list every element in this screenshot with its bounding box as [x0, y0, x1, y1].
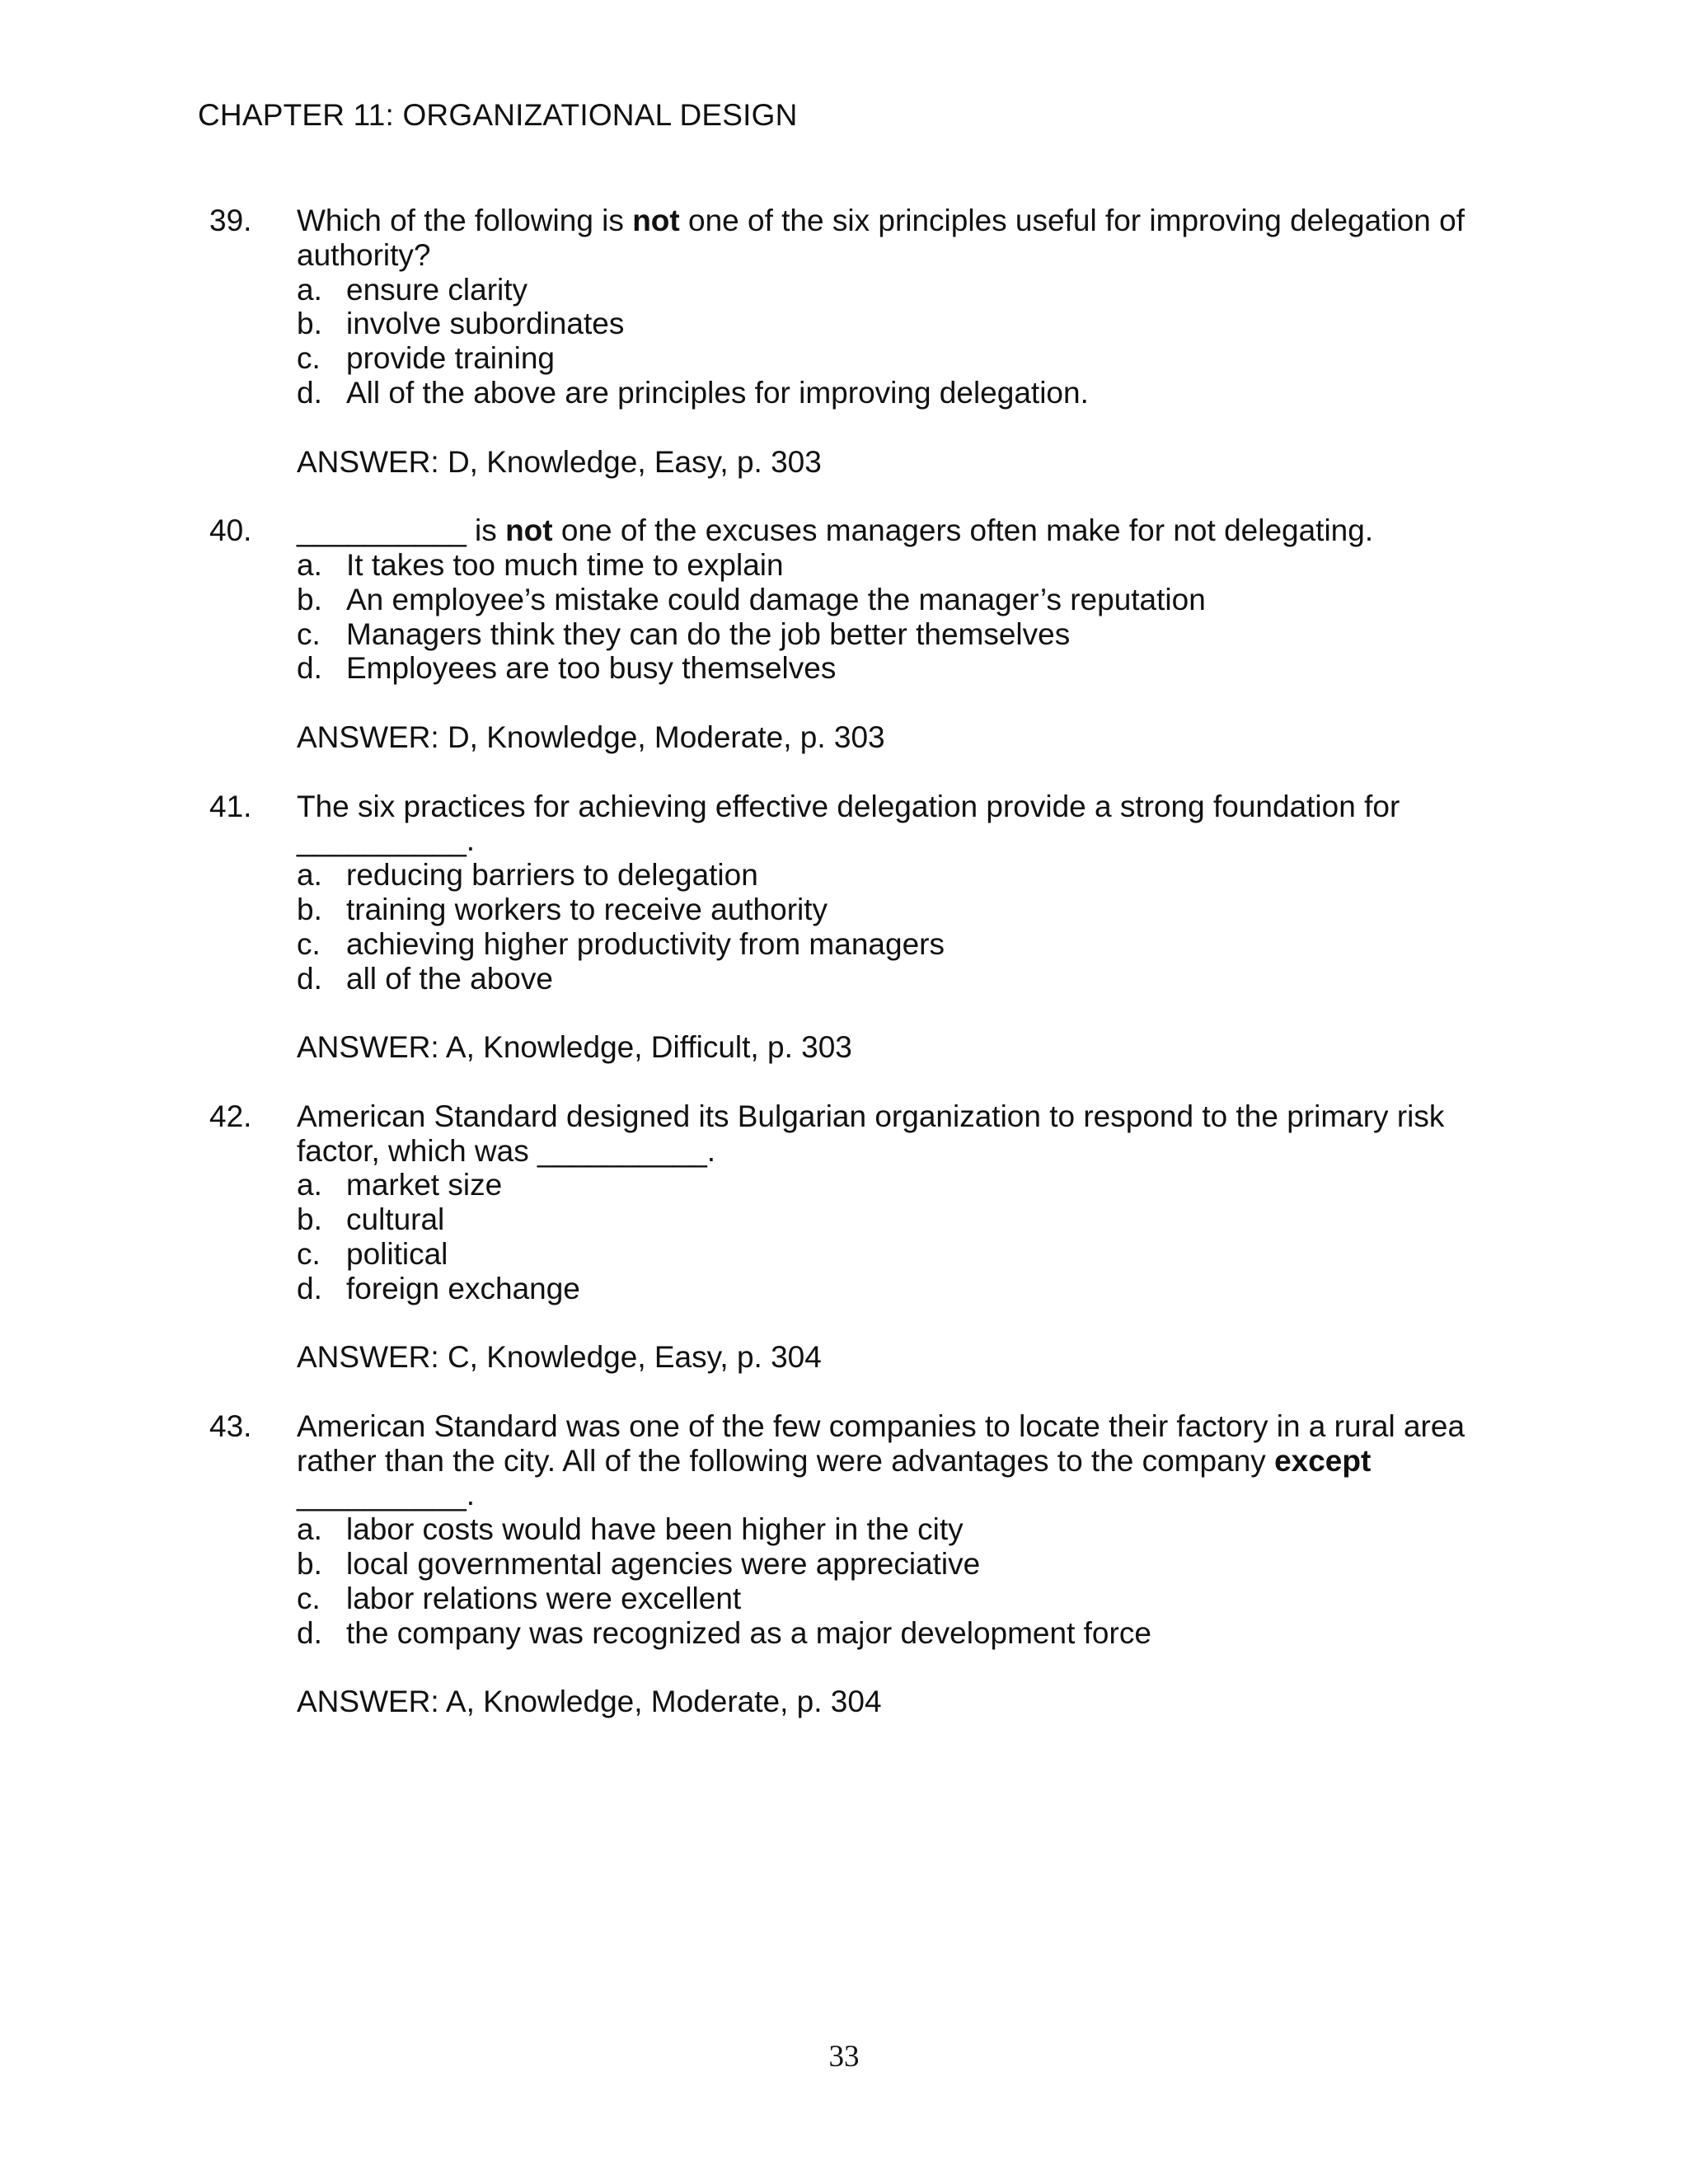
answer-key: ANSWER: A, Knowledge, Difficult, p. 303	[297, 1030, 852, 1065]
option-a	[297, 548, 1495, 583]
answer-key: ANSWER: A, Knowledge, Moderate, p. 304	[297, 1685, 882, 1719]
option-c	[297, 341, 1495, 376]
option-text: achieving higher productivity from managers	[346, 926, 945, 961]
stem-emphasis: not	[632, 204, 680, 237]
page-number: 33	[828, 2040, 860, 2074]
stem-text: one of the excuses managers often make for not delegating.	[552, 513, 1374, 548]
option-letter: d.	[297, 375, 322, 410]
option-text: all of the above	[346, 961, 553, 996]
option-b	[297, 583, 1495, 617]
question-list	[209, 204, 1495, 1719]
option-c	[297, 1582, 1495, 1616]
question-number: 43.	[209, 1408, 252, 1443]
option-letter: c.	[297, 341, 321, 376]
stem-emphasis: not	[505, 513, 553, 548]
option-c	[297, 927, 1495, 962]
option-letter: a.	[297, 1512, 322, 1547]
option-d	[297, 1272, 1495, 1306]
question-number: 41.	[209, 789, 252, 823]
option-a	[297, 858, 1495, 893]
option-letter: b.	[297, 307, 322, 341]
stem-text: Which of the following is	[297, 204, 633, 237]
option-text: training workers to receive authority	[346, 892, 828, 926]
option-b	[297, 893, 1495, 927]
option-letter: b.	[297, 582, 322, 616]
option-text: ensure clarity	[346, 272, 528, 307]
stem-text: one of the six principles useful for improving delegation of authority?	[297, 204, 1465, 272]
option-letter: d.	[297, 1615, 322, 1650]
option-text: Managers think they can do the job better themselves	[346, 616, 1071, 651]
stem-text: American Standard was one of the few companies to locate their factory in a rural area rather than the city. All of the following were advantages to the company	[297, 1408, 1465, 1478]
option-text: All of the above are principles for improving delegation.	[346, 375, 1089, 410]
option-a	[297, 1168, 1495, 1202]
option-text: local governmental agencies were appreciative	[346, 1547, 981, 1582]
option-text: It takes too much time to explain	[346, 547, 784, 582]
chapter-header: CHAPTER 11: ORGANIZATIONAL DESIGN	[198, 98, 798, 132]
question-stem	[297, 790, 1495, 859]
option-letter: a.	[297, 547, 322, 582]
option-b	[297, 1202, 1495, 1237]
option-c	[297, 617, 1495, 652]
option-d	[297, 651, 1495, 686]
answer-key: ANSWER: C, Knowledge, Easy, p. 304	[297, 1340, 822, 1375]
option-text: An employee’s mistake could damage the manager’s reputation	[346, 582, 1206, 616]
option-letter: a.	[297, 1168, 322, 1202]
option-c	[297, 1237, 1495, 1272]
answer-options	[297, 273, 1495, 410]
question-number: 40.	[209, 513, 252, 548]
option-letter: d.	[297, 1271, 322, 1305]
option-a	[297, 1512, 1495, 1547]
option-letter: b.	[297, 892, 322, 926]
option-a	[297, 273, 1495, 307]
option-letter: d.	[297, 651, 322, 686]
option-letter: b.	[297, 1202, 322, 1237]
question-stem	[297, 1099, 1495, 1169]
option-b	[297, 1547, 1495, 1582]
option-letter: c.	[297, 616, 321, 651]
question-stem	[297, 204, 1495, 273]
option-text: political	[346, 1236, 448, 1271]
question-39	[209, 204, 1495, 479]
option-text: reducing barriers to delegation	[346, 858, 758, 893]
stem-text: The six practices for achieving effective delegation provide a strong foundation for __________.	[297, 789, 1400, 858]
option-text: Employees are too busy themselves	[346, 651, 837, 686]
stem-text: __________.	[297, 1478, 476, 1512]
answer-options	[297, 1512, 1495, 1650]
option-letter: c.	[297, 1581, 321, 1615]
option-text: provide training	[346, 341, 555, 376]
option-letter: d.	[297, 961, 322, 996]
option-text: involve subordinates	[346, 307, 625, 341]
option-d	[297, 376, 1495, 410]
option-d	[297, 962, 1495, 996]
question-41	[209, 790, 1495, 1065]
answer-key: ANSWER: D, Knowledge, Moderate, p. 303	[297, 719, 885, 754]
option-letter: a.	[297, 858, 322, 893]
question-number: 42.	[209, 1099, 252, 1133]
question-stem	[297, 513, 1495, 548]
option-letter: c.	[297, 926, 321, 961]
answer-options	[297, 858, 1495, 996]
question-42	[209, 1099, 1495, 1375]
stem-text: American Standard designed its Bulgarian organization to respond to the primary risk factor, which was __________.	[297, 1099, 1445, 1168]
question-stem	[297, 1409, 1495, 1512]
answer-options	[297, 1168, 1495, 1305]
question-43	[209, 1409, 1495, 1719]
option-letter: c.	[297, 1236, 321, 1271]
stem-emphasis: except	[1274, 1443, 1372, 1478]
option-letter: b.	[297, 1547, 322, 1582]
option-text: labor costs would have been higher in the city	[346, 1512, 964, 1547]
answer-options	[297, 548, 1495, 686]
answer-key: ANSWER: D, Knowledge, Easy, p. 303	[297, 444, 822, 479]
option-text: market size	[346, 1168, 503, 1202]
stem-text: __________ is	[297, 513, 506, 548]
option-letter: a.	[297, 272, 322, 307]
option-text: the company was recognized as a major development force	[346, 1615, 1151, 1650]
question-40	[209, 513, 1495, 755]
option-text: cultural	[346, 1202, 445, 1237]
option-b	[297, 307, 1495, 341]
option-text: labor relations were excellent	[346, 1581, 742, 1615]
option-d	[297, 1616, 1495, 1651]
option-text: foreign exchange	[346, 1271, 580, 1305]
question-number: 39.	[209, 204, 252, 237]
